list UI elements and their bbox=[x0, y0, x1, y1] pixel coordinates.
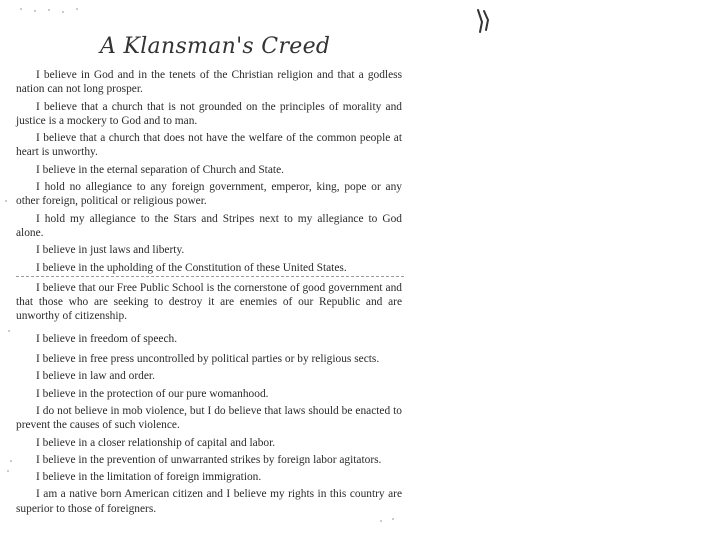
creed-paragraph: I believe in freedom of speech. bbox=[36, 332, 178, 345]
creed-paragraph: I believe in the eternal separation of Church and State. bbox=[36, 163, 284, 176]
creed-paragraph: I believe that our Free Public School is the cornerstone of good government and that those who are seeking to destroy it are enemies of our Republic and are unworthy of citizenship. bbox=[16, 281, 402, 323]
scan-speck bbox=[8, 330, 10, 332]
creed-paragraph: I believe in a closer relationship of capital and labor. bbox=[36, 436, 276, 449]
creed-paragraph: I believe in God and in the tenets of the Christian religion and that a godless nation can not long prosper. bbox=[16, 69, 402, 96]
document-title: A Klansman's Creed bbox=[100, 34, 331, 59]
creed-paragraph: I believe in free press uncontrolled by political parties or by religious sects. bbox=[36, 353, 380, 366]
creed-paragraph: I believe in the upholding of the Constitution of these United States. bbox=[36, 261, 347, 274]
creed-paragraph: I believe in the prevention of unwarranted strikes by foreign labor agitators. bbox=[36, 453, 382, 466]
creed-paragraph: I believe in law and order. bbox=[36, 370, 155, 383]
scan-speck bbox=[5, 200, 7, 202]
scan-speck bbox=[380, 520, 382, 522]
scan-speck bbox=[10, 460, 12, 462]
corner-scribble-mark bbox=[474, 6, 500, 36]
scan-speck bbox=[20, 8, 22, 10]
creed-paragraph: I do not believe in mob violence, but I do believe that laws should be enacted to prevent the causes of such violence. bbox=[16, 404, 402, 432]
creed-paragraph: I believe in the limitation of foreign immigration. bbox=[36, 471, 262, 484]
creed-body bbox=[16, 68, 402, 519]
scan-speck bbox=[7, 470, 9, 472]
creed-paragraph: I believe that a church that does not have the welfare of the common people at heart is unworthy. bbox=[16, 132, 402, 159]
scan-speck bbox=[76, 8, 78, 10]
creed-paragraph: I believe in the protection of our pure womanhood. bbox=[36, 387, 269, 400]
scan-speck bbox=[48, 9, 50, 11]
creed-paragraph: I hold no allegiance to any foreign government, emperor, king, pope or any other foreign, political or religious power. bbox=[16, 181, 402, 208]
creed-paragraph: I believe that a church that is not grounded on the principles of morality and justice is a mockery to God and to man. bbox=[16, 100, 402, 127]
creed-paragraph: I am a native born American citizen and I believe my rights in this country are superior to those of foreigners. bbox=[16, 488, 402, 515]
scan-speck bbox=[34, 10, 36, 12]
creed-paragraph: I believe in just laws and liberty. bbox=[36, 244, 185, 257]
creed-paragraph: I hold my allegiance to the Stars and Stripes next to my allegiance to God alone. bbox=[16, 212, 402, 239]
scan-speck bbox=[62, 11, 64, 13]
